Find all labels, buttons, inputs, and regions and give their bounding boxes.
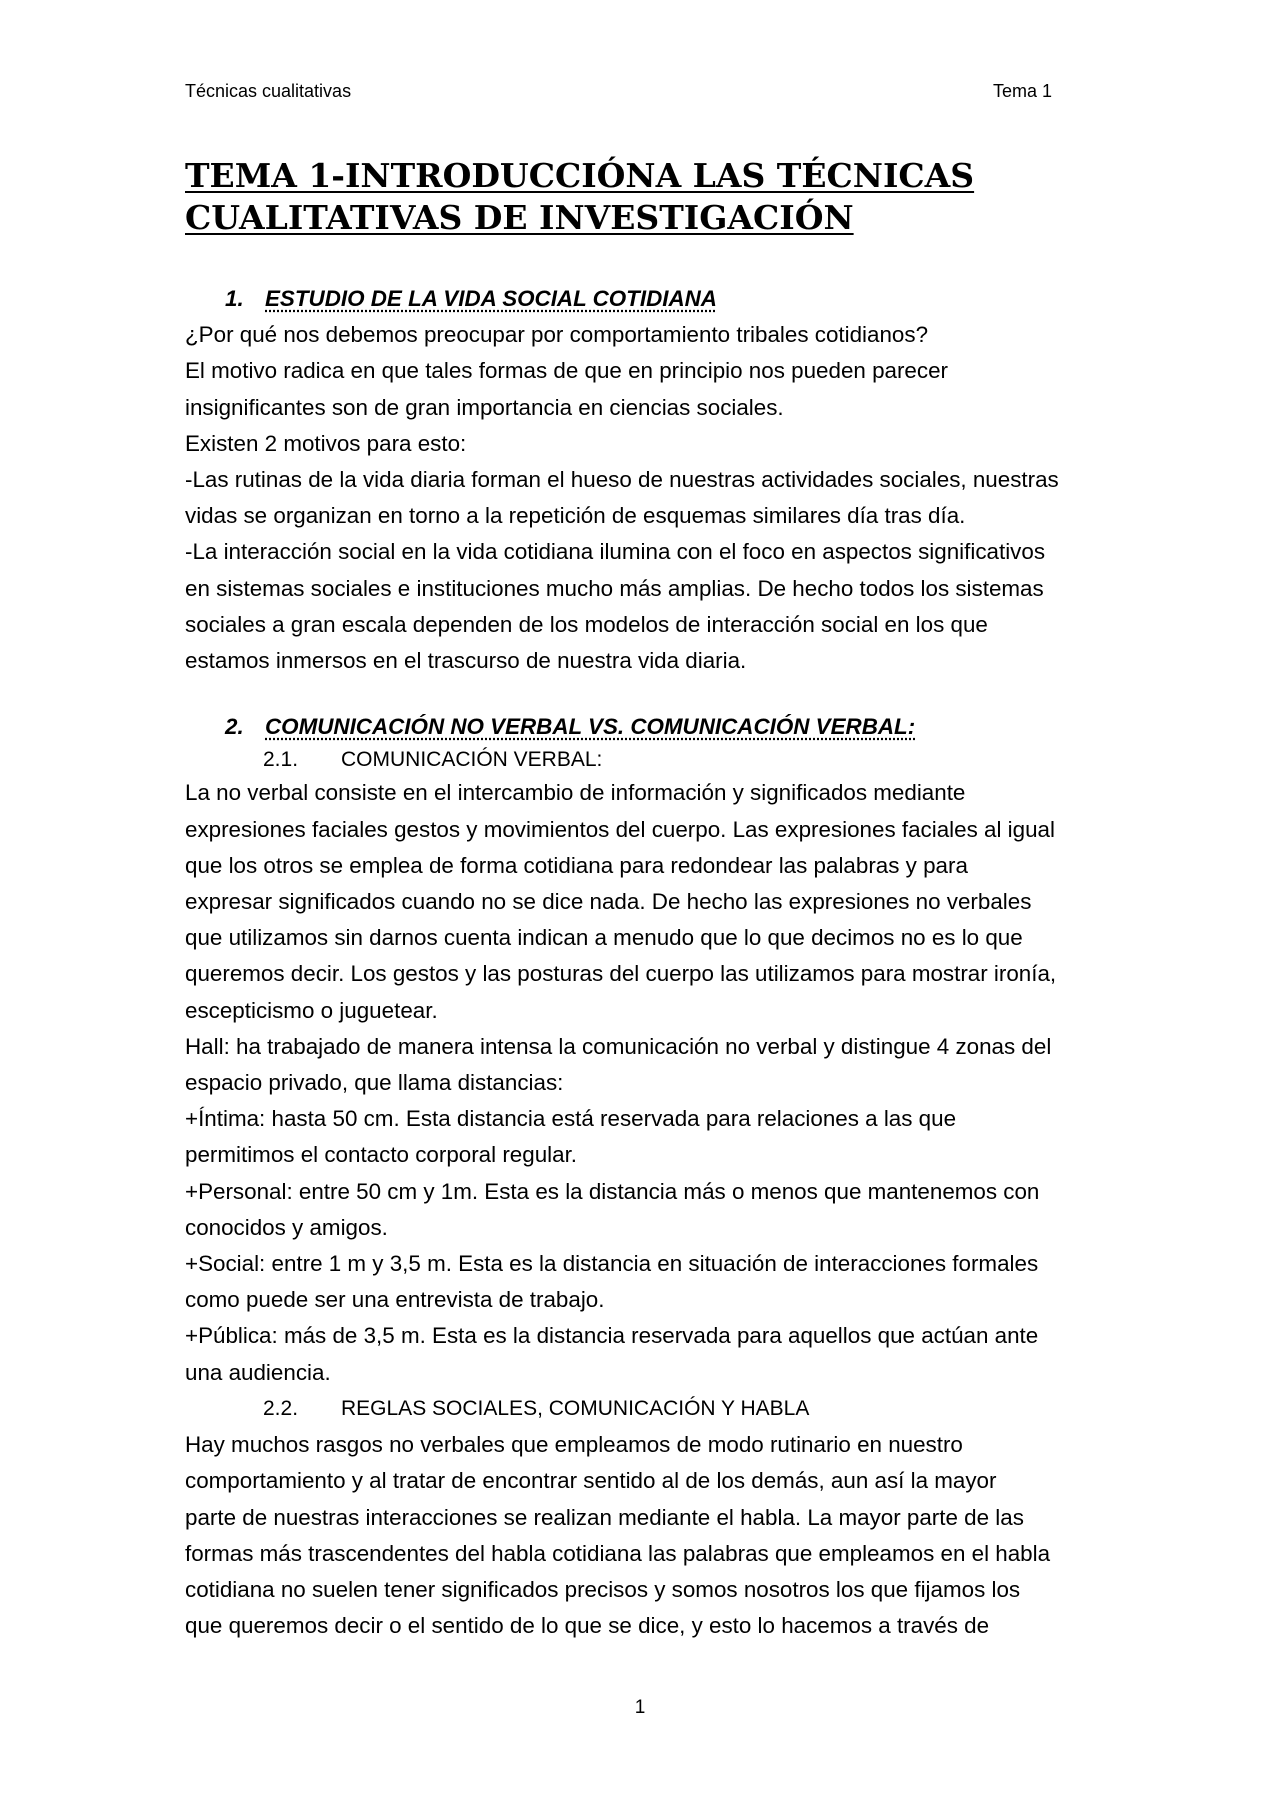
- paragraph-line: -Las rutinas de la vida diaria forman el hueso de nuestras actividades sociales, nuestras: [185, 467, 1059, 493]
- subsection-2-2-number: 2.2.: [263, 1396, 299, 1420]
- paragraph-line: sociales a gran escala dependen de los modelos de interacción social en los que: [185, 611, 988, 637]
- paragraph-line: estamos inmersos en el trascurso de nuestra vida diaria.: [185, 648, 747, 674]
- paragraph-line: comportamiento y al tratar de encontrar sentido al de los demás, aun así la mayor: [185, 1468, 997, 1494]
- subsection-2-1-number: 2.1.: [263, 748, 299, 772]
- paragraph-line: expresiones faciales gestos y movimientos del cuerpo. Las expresiones faciales al igual: [185, 816, 1055, 842]
- section-2-title: COMUNICACIÓN NO VERBAL VS. COMUNICACIÓN VERBAL:: [265, 714, 916, 740]
- paragraph-line: en sistemas sociales e instituciones mucho más amplias. De hecho todos los sistemas: [185, 575, 1044, 601]
- paragraph-line: permitimos el contacto corporal regular.: [185, 1142, 578, 1168]
- section-2-heading: [185, 709, 1115, 745]
- paragraph-line: El motivo radica en que tales formas de que en principio nos pueden parecer: [185, 358, 948, 384]
- paragraph-line: expresar significados cuando no se dice nada. De hecho las expresiones no verbales: [185, 889, 1032, 915]
- paragraph-line: una audiencia.: [185, 1359, 331, 1385]
- section-1-heading: [185, 281, 1115, 317]
- header-right: Tema 1: [992, 81, 1052, 101]
- paragraph-line: Existen 2 motivos para esto:: [185, 430, 467, 456]
- subsection-2-2-title: REGLAS SOCIALES, COMUNICACIÓN Y HABLA: [341, 1396, 810, 1420]
- paragraph-line: +Personal: entre 50 cm y 1m. Esta es la distancia más o menos que mantenemos con: [185, 1178, 1040, 1204]
- paragraph-line: cotidiana no suelen tener significados precisos y somos nosotros los que fijamos los: [185, 1576, 1021, 1602]
- section-1-number: 1.: [225, 286, 244, 311]
- paragraph-line: que los otros se emplea de forma cotidiana para redondear las palabras y para: [185, 852, 968, 878]
- paragraph-line: queremos decir. Los gestos y las posturas del cuerpo las utilizamos para mostrar ironía,: [185, 961, 1057, 987]
- section-2-number: 2.: [225, 714, 244, 740]
- paragraph-line: ¿Por qué nos debemos preocupar por comportamiento tribales cotidianos?: [185, 322, 929, 348]
- paragraph-line: conocidos y amigos.: [185, 1214, 388, 1240]
- paragraph-line: +Social: entre 1 m y 3,5 m. Esta es la distancia en situación de interacciones formales: [185, 1251, 1039, 1277]
- document-body: [185, 281, 1115, 1644]
- paragraph-line: como puede ser una entrevista de trabajo.: [185, 1287, 605, 1313]
- paragraph-line: La no verbal consiste en el intercambio de información y significados mediante: [185, 780, 966, 806]
- header-left: Técnicas cualitativas: [185, 81, 352, 101]
- paragraph-line: escepticismo o juguetear.: [185, 997, 438, 1023]
- blank-line: [185, 679, 1115, 709]
- subsection-2-1-title: COMUNICACIÓN VERBAL:: [341, 748, 603, 772]
- paragraph-line: vidas se organizan en torno a la repetición de esquemas similares día tras día.: [185, 503, 966, 529]
- title-line-1: TEMA 1-INTRODUCCIÓNA LAS TÉCNICAS: [185, 156, 975, 195]
- paragraph-line: Hay muchos rasgos no verbales que empleamos de modo rutinario en nuestro: [185, 1432, 963, 1458]
- paragraph-line: que utilizamos sin darnos cuenta indican a menudo que lo que decimos no es lo que: [185, 925, 1023, 951]
- paragraph-line: formas más trascendentes del habla cotidiana las palabras que empleamos en el habla: [185, 1540, 1051, 1566]
- page-title: [185, 155, 1085, 239]
- paragraph-line: Hall: ha trabajado de manera intensa la comunicación no verbal y distingue 4 zonas del: [185, 1033, 1052, 1059]
- section-1-title: ESTUDIO DE LA VIDA SOCIAL COTIDIANA: [265, 286, 717, 311]
- paragraph-line: insignificantes son de gran importancia en ciencias sociales.: [185, 394, 784, 420]
- paragraph-line: +Íntima: hasta 50 cm. Esta distancia está reservada para relaciones a las que: [185, 1106, 957, 1132]
- paragraph-line: parte de nuestras interacciones se realizan mediante el habla. La mayor parte de las: [185, 1504, 1024, 1530]
- paragraph-line: que queremos decir o el sentido de lo que se dice, y esto lo hacemos a través de: [185, 1613, 990, 1639]
- paragraph-line: +Pública: más de 3,5 m. Esta es la distancia reservada para aquellos que actúan ante: [185, 1323, 1039, 1349]
- title-line-2: CUALITATIVAS DE INVESTIGACIÓN: [185, 198, 854, 237]
- page-number: 1: [634, 1697, 646, 1718]
- paragraph-line: espacio privado, que llama distancias:: [185, 1070, 564, 1096]
- paragraph-line: -La interacción social en la vida cotidiana ilumina con el foco en aspectos significativos: [185, 539, 1046, 565]
- subsection-2-1-heading: [185, 745, 1115, 775]
- subsection-2-2-heading: [185, 1391, 1115, 1427]
